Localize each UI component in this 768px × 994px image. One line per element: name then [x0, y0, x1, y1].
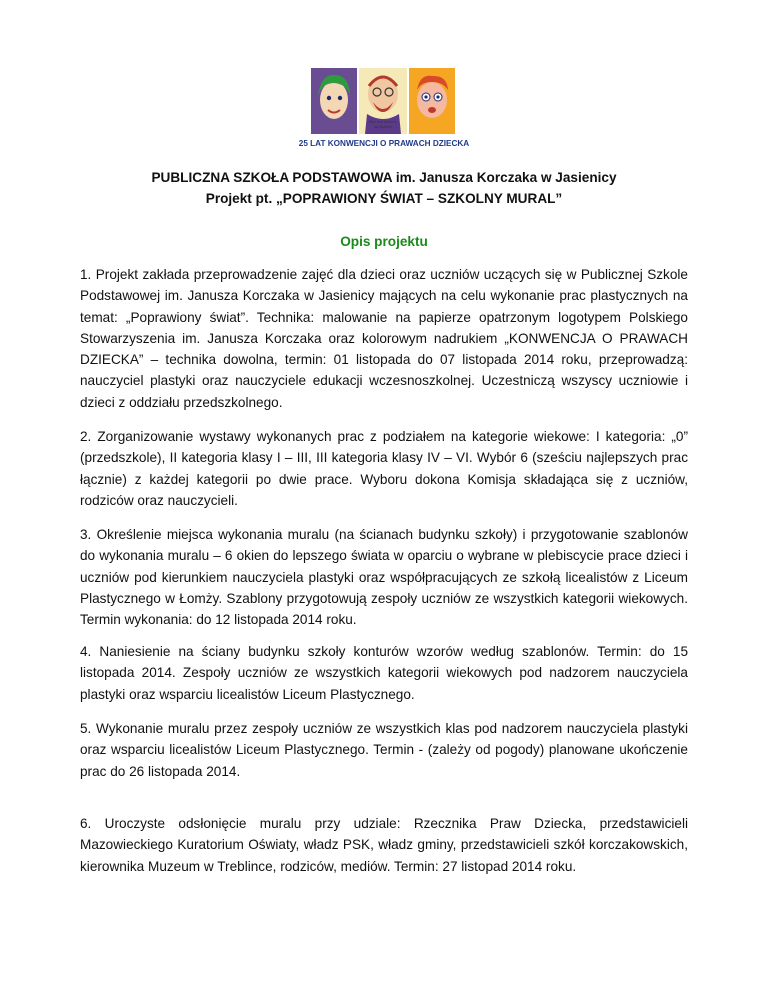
logo-motto: Nie ma dzieci,	[368, 119, 398, 124]
paragraph-2: 2. Zorganizowanie wystawy wykonanych prac z podziałem na kategorie wiekowe: I kategoria: „0” (przedszkole), II kategoria klasy I – III, III kategoria klasy IV – VI. Wybór 6 (sześciu najlepszych prac łącznie) z każdej kategorii po dwie prace. Wyboru dokona Komisja składająca się z uczniów, rodziców oraz nauczycieli.	[80, 429, 688, 508]
school-name-heading: PUBLICZNA SZKOŁA PODSTAWOWA im. Janusza Korczaka w Jasienicy	[151, 170, 617, 185]
paragraph-4: 4. Naniesienie na ściany budynku szkoły konturów wzorów według szablonów. Termin: do 15 listopada 2014. Zespoły uczniów ze wszystkich kategorii wiekowych pod nadzorem nauczyciela plastyki oraz wsparciu licealistów Liceum Plastycznego.	[80, 644, 688, 702]
paragraph-1: 1. Projekt zakłada przeprowadzenie zajęć dla dzieci oraz uczniów uczących się w Publicznej Szkole Podstawowej im. Janusza Korczaka w Jasienicy mających na celu wykonanie prac plastycznych na temat: „Poprawiony świat”. Technika: malowanie na papierze opatrzonym logotypem Polskiego Stowarzyszenia im. Janusza Korczaka oraz kolorowym nadrukiem „KONWENCJA O PRAWACH DZIECKA” – technika dowolna, termin: 01 listopada do 07 listopada 2014 roku, przeprowadzą: nauczyciel plastyki oraz nauczyciele edukacji wczesnoszkolnej. Uczestniczą wszyscy uczniowie i dzieci z oddziału przedszkolnego.	[80, 267, 688, 410]
project-title-heading: Projekt pt. „POPRAWIONY ŚWIAT – SZKOLNY MURAL”	[205, 191, 563, 206]
paragraph-3: 3. Określenie miejsca wykonania muralu (na ścianach budynku szkoły) i przygotowanie szablonów do wykonania muralu – 6 okien do lepszego świata w oparciu o wybrane w plebiscycie prace dzieci i uczniów pod kierunkiem nauczyciela plastyki oraz współpracujących ze szkołą licealistów z Liceum Plastycznego w Łomży. Szablony przygotowują zespoły uczniów ze wszystkich kategorii wiekowych. Termin wykonania: do 12 listopada 2014 roku.	[80, 527, 688, 628]
children-faces-icon	[298, 66, 470, 152]
section-title: Opis projektu	[340, 234, 428, 249]
logo-caption: 25 LAT KONWENCJI O PRAWACH DZIECKA	[298, 139, 470, 148]
svg-text:są ludzie: są ludzie	[374, 124, 392, 129]
paragraph-6: 6. Uroczyste odsłonięcie muralu przy udziale: Rzecznika Praw Dziecka, przedstawicieli Mazowieckiego Kuratorium Oświaty, władz PSK, władz gminy, przedstawicieli szkół korczakowskich, kierownika Muzeum w Treblince, rodziców, mediów. Termin: 27 listopad 2014 roku.	[80, 816, 688, 874]
paragraph-5: 5. Wykonanie muralu przez zespoły uczniów ze wszystkich klas pod nadzorem nauczyciela plastyki oraz wsparciu licealistów Liceum Plastycznego. Termin - (zależy od pogody) planowane ukończenie prac do 26 listopada 2014.	[80, 721, 688, 779]
